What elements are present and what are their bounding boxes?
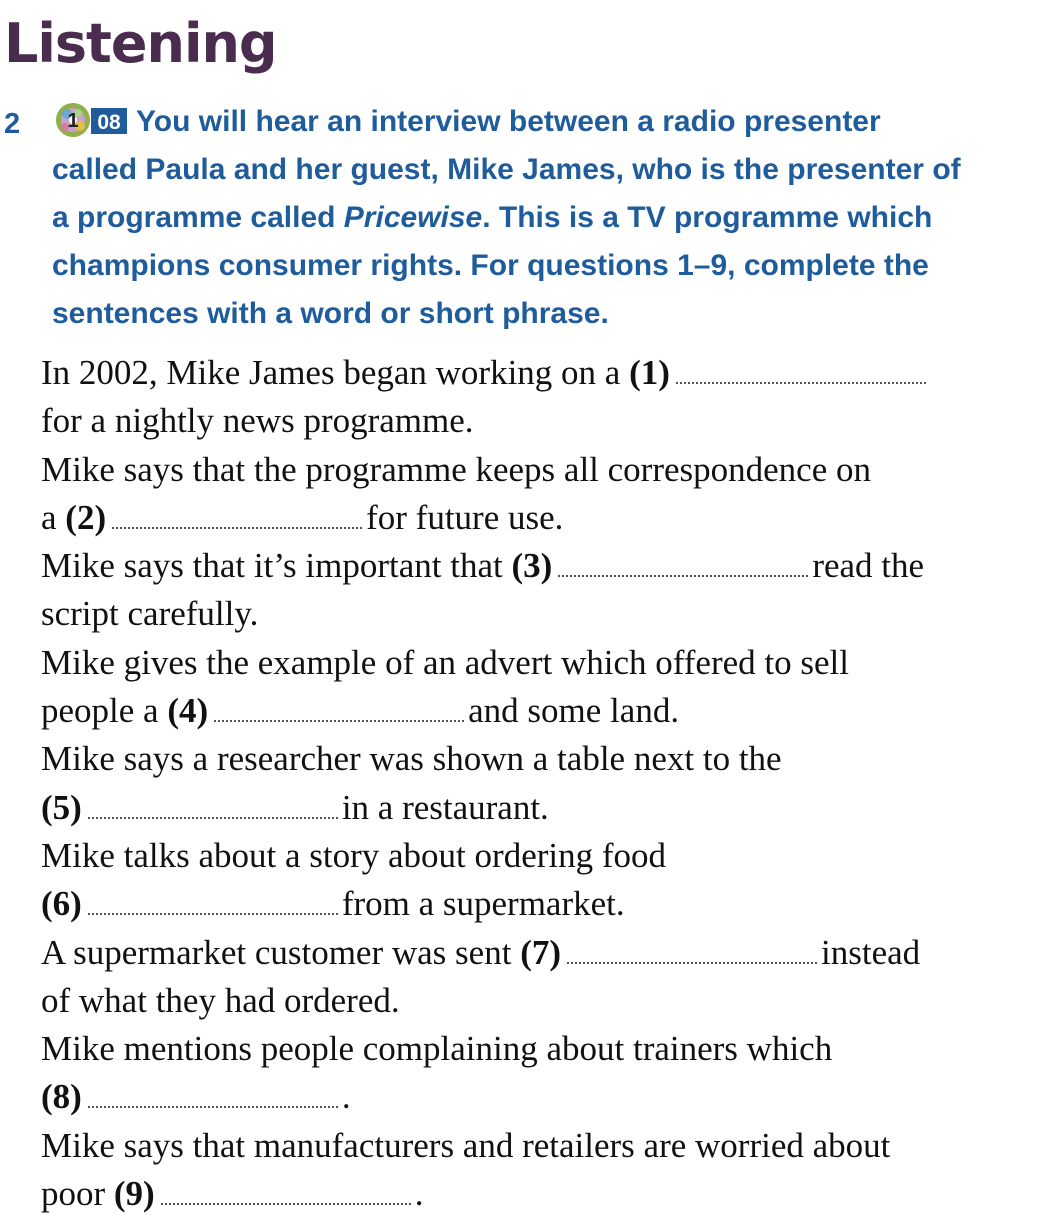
- sentence-5-gap-line: (5) in a restaurant.: [41, 787, 549, 827]
- question-number: (9): [113, 1174, 155, 1214]
- sentence-9-gap-line: poor (9) .: [41, 1174, 424, 1214]
- sentence-1: In 2002, Mike James began working on a (1): [41, 349, 1041, 397]
- audio-track-number: 08: [97, 111, 121, 134]
- answer-blank-1[interactable]: [676, 356, 926, 384]
- question-number: (2): [65, 497, 107, 537]
- question-number: (1): [629, 353, 670, 392]
- answer-blank-8[interactable]: [88, 1080, 338, 1108]
- task-number: 2: [4, 108, 21, 140]
- question-number: (8): [41, 1077, 82, 1117]
- programme-title: Pricewise: [343, 201, 483, 234]
- sentence-9: Mike says that manufacturers and retailers are worried about: [41, 1125, 891, 1165]
- sentence-4-gap-line: people a (4) and some land.: [41, 691, 680, 731]
- sentence-6: Mike talks about a story about ordering food: [41, 835, 667, 875]
- answer-blank-2[interactable]: [112, 501, 362, 529]
- question-number: (7): [520, 932, 561, 972]
- answer-blank-6[interactable]: [88, 887, 338, 915]
- sentence-5: Mike says a researcher was shown a table next to the: [41, 739, 782, 779]
- question-number: (3): [511, 546, 553, 586]
- sentence-3-continuation: script carefully.: [41, 594, 259, 634]
- instructions-line-4: champions consumer rights. For questions 1–9, complete the: [52, 249, 929, 282]
- sentence-2-gap-line: a (2) for future use.: [41, 497, 564, 537]
- sentence-2: Mike says that the programme keeps all correspondence on: [41, 449, 872, 489]
- answer-blank-5[interactable]: [88, 791, 338, 819]
- instructions-line-2: called Paula and her guest, Mike James, who is the presenter of: [52, 153, 961, 186]
- answer-blank-7[interactable]: [567, 936, 817, 964]
- sentence-3: Mike says that it’s important that (3) read the: [41, 546, 925, 586]
- audio-cd-number: 1: [67, 110, 79, 132]
- instructions-line-5: sentences with a word or short phrase.: [52, 297, 609, 330]
- answer-blank-4[interactable]: [214, 694, 464, 722]
- sentence-8: Mike mentions people complaining about trainers which: [41, 1029, 833, 1069]
- sentence-6-gap-line: (6) from a supermarket.: [41, 884, 625, 924]
- section-heading: Listening: [4, 12, 277, 75]
- question-number: (6): [41, 884, 82, 924]
- sentence-7: A supermarket customer was sent (7) instead: [41, 932, 921, 972]
- answer-blank-3[interactable]: [558, 549, 808, 577]
- instructions-line-3: a programme called Pricewise. This is a TV programme which: [52, 201, 933, 234]
- sentence-1-continuation: for a nightly news programme.: [41, 401, 474, 441]
- sentence-list: [41, 349, 1041, 1218]
- question-number: (5): [41, 787, 82, 827]
- question-number: (4): [167, 691, 209, 731]
- instructions-line-1: You will hear an interview between a radio presenter: [136, 105, 881, 138]
- task-instructions: [52, 98, 1037, 338]
- answer-blank-9[interactable]: [161, 1177, 411, 1205]
- sentence-8-gap-line: (8) .: [41, 1077, 351, 1117]
- sentence-4: Mike gives the example of an advert which offered to sell: [41, 642, 849, 682]
- sentence-7-continuation: of what they had ordered.: [41, 980, 400, 1020]
